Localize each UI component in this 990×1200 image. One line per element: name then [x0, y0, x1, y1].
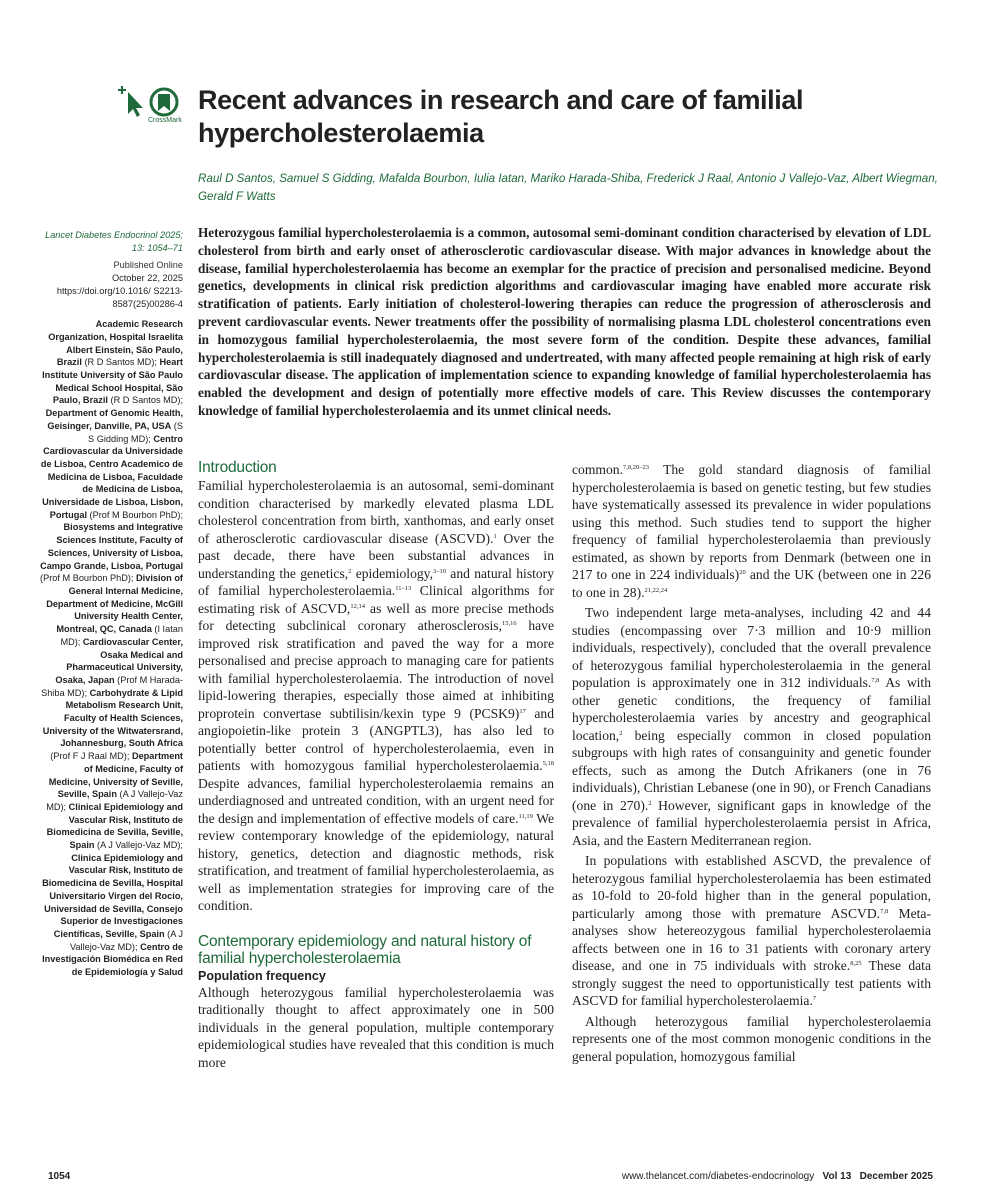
- citation-ref[interactable]: 12,14: [350, 602, 365, 610]
- citation-ref[interactable]: 5,18: [542, 760, 554, 767]
- sidebar: [40, 229, 183, 979]
- affiliation-author: (Prof M Harada-Shiba MD);: [41, 674, 183, 698]
- citation-ref[interactable]: 7,8,20–23: [622, 464, 649, 471]
- affiliation-author: (R D Santos MD);: [107, 395, 183, 406]
- citation-ref[interactable]: 20: [739, 569, 746, 576]
- citation-ref[interactable]: 8,25: [850, 960, 862, 967]
- affiliation-name: Heart Institute University of São Paulo Medical School Hospital, São Paulo, Brazil: [42, 357, 183, 406]
- affiliation-author: (A J Vallejo-Vaz MD);: [69, 928, 183, 952]
- citation-ref[interactable]: 1: [493, 532, 497, 540]
- affiliation-author: (S S Gidding MD);: [88, 420, 183, 444]
- crossmark-icon[interactable]: [118, 84, 188, 136]
- epidemiology-heading: Contemporary epidemiology and natural history of familial hypercholesterolaemia: [198, 932, 532, 967]
- citation-ref[interactable]: 17: [519, 707, 526, 715]
- published-label: Published Online: [113, 260, 183, 271]
- affiliation-name: Division of General Internal Medicine, Department of Medicine, McGill University Health Center, Montreal, QC, Canada: [46, 573, 183, 635]
- population-paragraph: Although heterozygous familial hypercholesterolaemia was traditionally thought to affect approximately one in 500 individuals in the general population, multiple contemporary epidemiological studies have revealed that this condition is much more: [198, 984, 554, 1070]
- affiliation-name: Clinica Epidemiology and Vascular Risk, Instituto de Biomedicina de Sevilla, Hospital Universitario Virgen del Rocío, Universidad de Sevilla, Consejo Superior de Investigaciones Científicas, Seville, Spain: [42, 852, 183, 939]
- affiliation-name: Clinical Epidemiology and Vascular Risk, Instituto de Biomedicina de Sevilla, Seville, Spain: [46, 801, 183, 851]
- affiliations: [40, 318, 183, 979]
- doi-link[interactable]: https://doi.org/10.1016/ S2213-8587(25)00286-4: [56, 285, 183, 309]
- body-paragraph: In populations with established ASCVD, the prevalence of heterozygous familial hypercholesterolaemia has been estimated as 10-fold to 20-fold higher than in the general population, particularly among those with premature ASCVD.$^{7,8}$ Meta-analyses show hetereozygous familial hypercholesterolaemia affects between one in 16 to 31 patients with coronary artery disease, and one in 75 individuals with stroke.$^{8,25}$ These data strongly suggest the need to opportunistically test patients with ASCVD for familial hypercholesterolaemia.$^7$: [572, 853, 931, 1008]
- citation-ref[interactable]: 2: [648, 799, 652, 807]
- footer-journal: [622, 1171, 933, 1182]
- affiliation-author: (Prof M Bourbon PhD);: [40, 573, 137, 584]
- affiliation-author: (R D Santos MD);: [81, 357, 160, 368]
- affiliation-author: (Prof M Bourbon PhD);: [87, 509, 183, 520]
- abstract: Heterozygous familial hypercholesterolaemia is a common, autosomal semi-dominant condition characterised by elevation of LDL cholesterol from birth and early onset of atherosclerotic cardiovascular disease. With major advances in knowledge about the disease, familial hypercholesterolaemia has become an exemplar for the practice of precision and personalised medicine. Beyond genetics, developments in clinical risk prediction algorithms and cardiovascular imaging have enabled more accurate risk stratification of patients. Early initiation of cholesterol-lowering therapies can reduce the progression of atherosclerosis and prevent cardiovascular events. Newer treatments offer the possibility of normalising plasma LDL cholesterol concentrations even in homozygous familial hypercholesterolaemia, the most severe form of the condition. Despite these advances, familial hypercholesterolaemia is still inadequately diagnosed and undertreated, with many affected people remaining at high risk of early cardiovascular disease. The application of implementation science to expanding knowledge of familial hypercholesterolaemia has enabled the development and design of potentially more effective models of care. This Review discusses the contemporary knowledge of familial hypercholesterolaemia and its unmet clinical needs.: [198, 225, 931, 418]
- affiliation-name: Department of Medicine, Faculty of Medicine, University of Seville, Seville, Spain: [48, 751, 183, 800]
- journal-url[interactable]: www.thelancet.com/diabetes-endocrinology: [621, 1171, 815, 1182]
- affiliation-name: Centro Cardiovascular da Universidade de Lisboa, Centro Academico de Medicina de Lisboa, Faculdade de Medicina de Lisboa, Universidade de Lisboa, Lisbon, Portugal: [40, 433, 183, 520]
- body-paragraph: common.$^{7,8,20-23}$ The gold standard diagnosis of familial hypercholesterolaemia is based on genetic testing, but few studies have systematically assessed its prevalence in wider populations using this method. Such studies tend to support the higher frequency of familial hypercholesterolaemia than previously estimated, as shown by reports from Denmark (between one in 217 to one in 224 individuals)$^{20}$ and the UK (between one in 226 to one in 28).$^{21,22,24}$: [572, 462, 931, 600]
- article-title: Recent advances in research and care of familial hypercholesterolaemia: [198, 85, 804, 148]
- affiliation-name: Centro de Investigación Biomédica en Red de Epidemiología y Salud: [42, 941, 183, 978]
- page-number: 1054: [48, 1171, 71, 1182]
- affiliation-name: Cardiovascular Center, Osaka Medical and Pharmaceutical University, Osaka, Japan: [55, 636, 183, 685]
- affiliation-author: (A J Vallejo-Vaz MD);: [46, 789, 183, 812]
- population-frequency-heading: Population frequency: [198, 968, 326, 983]
- citation-ref[interactable]: 11–13: [395, 585, 412, 592]
- citation-ref[interactable]: 2: [348, 567, 352, 575]
- citation-ref[interactable]: 7,8: [880, 907, 889, 915]
- citation-ref[interactable]: 7: [812, 995, 817, 1002]
- body-paragraph: Although heterozygous familial hypercholesterolaemia represents one of the most common monogenic conditions in the general population, homozygous familial: [572, 1013, 931, 1064]
- body-paragraph: Two independent large meta-analyses, including 42 and 44 studies (encompassing over 7·3 million and 10·9 million individuals, respectively), concluded that the overall prevalence of heterozygous familial hypercholesterolaemia in the general population is approximately one in 312 individuals.$^{7,8}$ As with other genetic conditions, the frequency of familial hypercholesterolaemia varies by ancestry and geographical location,$^2$ being especially common in closed population subgroups with high rates of consanguinity and genetic founder effects, such as among the Dutch Afrikaners (one in 76 individuals), Christian Lebanese (one in 90), or French Canadians (one in 270).$^2$ However, significant gaps in knowledge of the prevalence of familial hypercholesterolaemia persist in Africa, Asia, and the Eastern Mediterranean region.: [572, 605, 932, 848]
- citation-ref[interactable]: 21,22,24: [644, 586, 668, 594]
- affiliation-name: Academic Research Organization, Hospital Israelita Albert Einstein, São Paulo, Brazil: [48, 319, 183, 368]
- crossmark-label: CrossMark: [148, 117, 182, 124]
- affiliation-author: (I Iatan MD);: [60, 624, 183, 647]
- volume: Vol 13: [822, 1171, 852, 1182]
- affiliation-name: Biosystems and Integrative Sciences Institute, Faculty of Sciences, University of Lisboa, Campo Grande, Lisboa, Portugal: [40, 522, 183, 571]
- affiliation-name: Carbohydrate & Lipid Metabolism Research Unit, Faculty of Health Sciences, University of the Witwatersrand, Johannesburg, South Africa: [42, 687, 183, 749]
- citation-ref[interactable]: 7,8: [871, 677, 880, 684]
- citation-ref[interactable]: 2: [619, 729, 623, 737]
- citation: Lancet Diabetes Endocrinol 2025; 13: 1054–71: [45, 230, 183, 253]
- affiliation-author: (Prof F J Raal MD);: [50, 751, 132, 762]
- author-list: Raul D Santos, Samuel S Gidding, Mafalda Bourbon, Iulia Iatan, Mariko Harada-Shiba, Frederick J Raal, Antonio J Vallejo-Vaz, Albert Wiegman, Gerald F Watts: [198, 172, 938, 203]
- left-column: [198, 459, 554, 1071]
- affiliation-author: (A J Vallejo-Vaz MD);: [94, 840, 183, 851]
- affiliation-name: Department of Genomic Health, Geisinger, Danville, PA, USA: [45, 408, 183, 431]
- issue-date: December 2025: [859, 1171, 933, 1182]
- citation-ref[interactable]: 11,19: [518, 812, 533, 820]
- intro-heading: Introduction: [198, 459, 277, 476]
- intro-paragraph: Familial hypercholesterolaemia is an autosomal, semi-dominant condition characterised by markedly elevated plasma LDL cholesterol concentration from birth, xanthomas, and early onset of atherosclerotic cardiovascular disease (ASCVD).$^1$ Over the past decade, there have been substantial advances in understanding the genetics,$^2$ epidemiology,$^{3-10}$ and natural history of familial hypercholesterolaemia.$^{11-13}$ Clinical algorithms for estimating risk of ASCVD,$^{12,14}$ as well as more precise methods for detecting subclinical coronary atherosclerosis,$^{15,16}$ have improved risk stratification and paved the way for a more personalised and precise approach to managing care for patients with familial hypercholesterolaemia. The introduction of novel lipid-lowering therapies, especially those aimed at inhibiting proprotein convertase subtilisin/kexin type 9 (PCSK9)$^{17}$ and angiopoietin-like protein 3 (ANGPTL3), has also led to potentially better control of hypercholesterolaemia, even in patients with homozygous familial hypercholesterolaemia.$^{5,18}$ Despite advances, familial hypercholesterolaemia remains an underdiagnosed and untreated condition, with an urgent need for the design and implementation of effective models of care.$^{11,19}$ We review contemporary knowledge of the epidemiology, natural history, genetics, detection and diagnostic methods, risk stratification, and treatment of familial hypercholesterolaemia, as well as implementation strategies for improving care of the condition.: [198, 478, 555, 913]
- citation-ref[interactable]: 15,16: [501, 620, 517, 627]
- citation-ref[interactable]: 3–10: [432, 567, 446, 575]
- right-column: [572, 461, 931, 1065]
- published-date: October 22, 2025: [112, 273, 183, 284]
